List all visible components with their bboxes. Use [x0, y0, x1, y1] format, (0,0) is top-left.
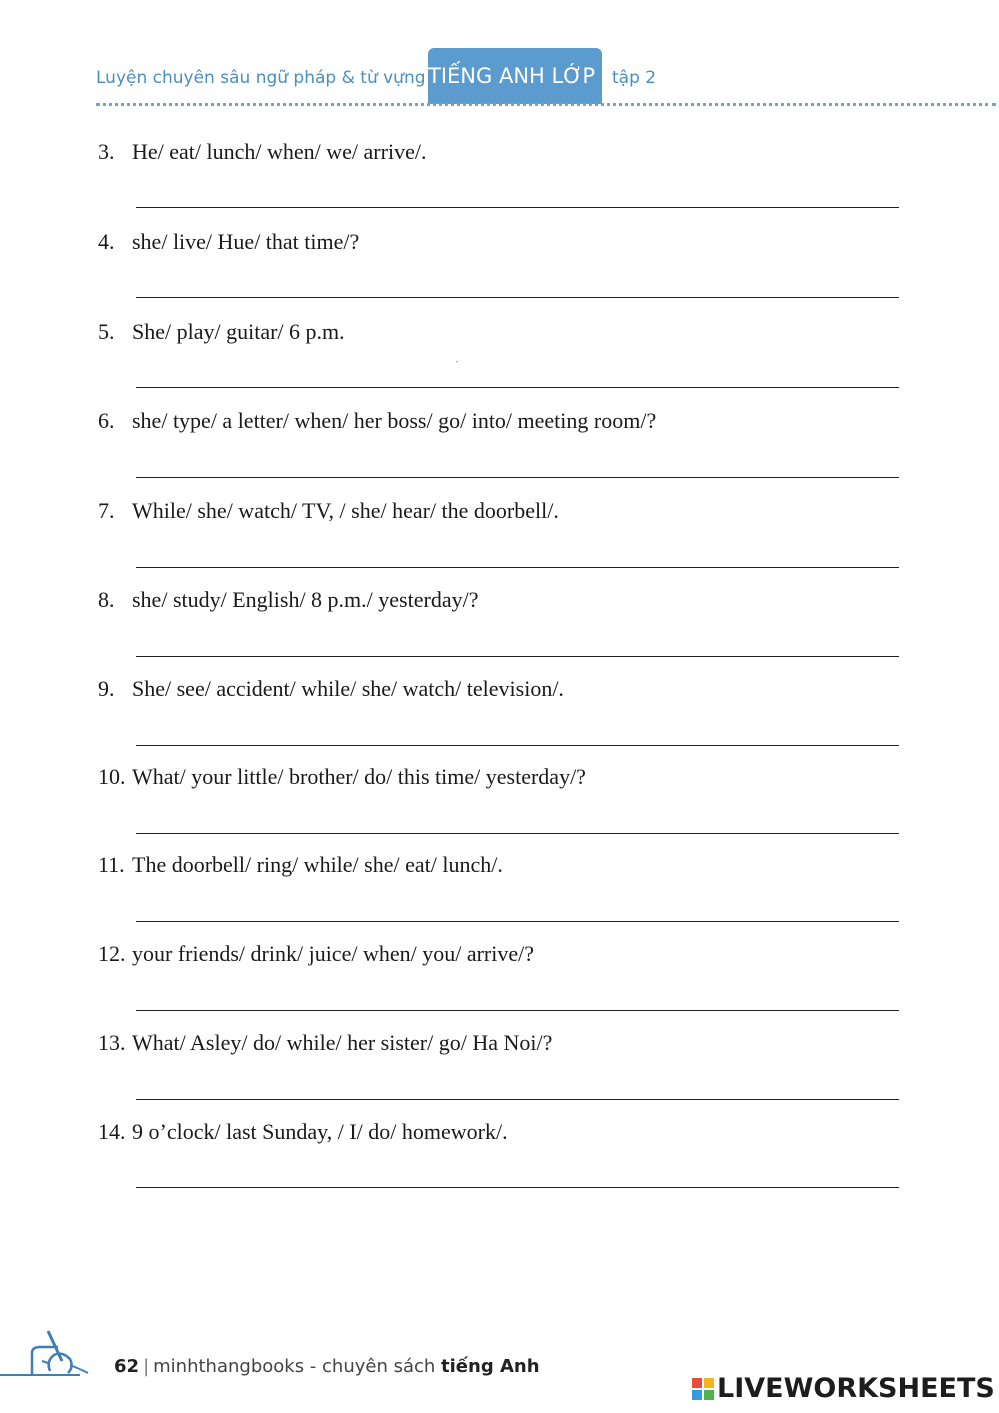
answer-line[interactable] — [136, 921, 899, 922]
scan-speck: • — [456, 360, 459, 366]
exercise-prompt: What/ Asley/ do/ while/ her sister/ go/ Ha Noi/? — [132, 1030, 553, 1055]
exercise-prompt: she/ live/ Hue/ that time/? — [132, 229, 360, 254]
exercise-item — [98, 498, 559, 524]
exercise-item — [98, 408, 656, 434]
exercise-item — [98, 676, 564, 702]
exercise-number: 8. — [98, 587, 115, 612]
exercise-number: 12. — [98, 941, 126, 966]
exercise-prompt: What/ your little/ brother/ do/ this time/ yesterday/? — [132, 764, 586, 789]
exercise-number: 6. — [98, 408, 115, 433]
answer-line[interactable] — [136, 207, 899, 208]
exercise-item — [98, 139, 426, 165]
exercise-item — [98, 587, 478, 613]
exercise-item — [98, 941, 534, 967]
exercise-number: 5. — [98, 319, 115, 344]
answer-line[interactable] — [136, 833, 899, 834]
exercise-number: 14. — [98, 1119, 126, 1144]
exercise-prompt: The doorbell/ ring/ while/ she/ eat/ lunch/. — [132, 852, 503, 877]
answer-line[interactable] — [136, 477, 899, 478]
exercise-number: 13. — [98, 1030, 126, 1055]
exercise-number: 4. — [98, 229, 115, 254]
exercise-number: 10. — [98, 764, 126, 789]
answer-line[interactable] — [136, 1187, 899, 1188]
exercise-number: 7. — [98, 498, 115, 523]
exercise-prompt: your friends/ drink/ juice/ when/ you/ arrive/? — [132, 941, 534, 966]
series-title: Luyện chuyên sâu ngữ pháp & từ vựng — [96, 68, 426, 88]
exercise-prompt: She/ see/ accident/ while/ she/ watch/ television/. — [132, 676, 564, 701]
watermark-text: LIVEWORKSHEETS — [717, 1373, 995, 1404]
exercise-prompt: She/ play/ guitar/ 6 p.m. — [132, 319, 345, 344]
answer-line[interactable] — [136, 297, 899, 298]
publisher-tagline: tiếng Anh — [441, 1356, 540, 1377]
liveworksheets-watermark — [692, 1373, 995, 1403]
answer-line[interactable] — [136, 1010, 899, 1011]
exercise-prompt: While/ she/ watch/ TV, / she/ hear/ the doorbell/. — [132, 498, 559, 523]
exercise-prompt: He/ eat/ lunch/ when/ we/ arrive/. — [132, 139, 427, 164]
exercise-item — [98, 852, 503, 878]
exercise-number: 11. — [98, 852, 125, 877]
exercise-prompt: she/ type/ a letter/ when/ her boss/ go/ into/ meeting room/? — [132, 408, 657, 433]
exercise-number: 3. — [98, 139, 115, 164]
answer-line[interactable] — [136, 656, 899, 657]
exercise-prompt: she/ study/ English/ 8 p.m./ yesterday/? — [132, 587, 479, 612]
exercise-prompt: 9 o’clock/ last Sunday, / I/ do/ homework/. — [132, 1119, 508, 1144]
grade-badge: TIẾNG ANH LỚP 8 — [428, 48, 602, 104]
answer-line[interactable] — [136, 1099, 899, 1100]
page-number: 62 — [114, 1356, 140, 1377]
publisher-name: minhthangbooks - chuyên sách — [153, 1356, 436, 1377]
answer-line[interactable] — [136, 387, 899, 388]
footer-separator: | — [143, 1356, 150, 1377]
exercise-item — [98, 1119, 508, 1145]
exercise-item — [98, 764, 586, 790]
volume-label: tập 2 — [612, 68, 657, 88]
exercise-item — [98, 1030, 552, 1056]
exercise-item — [98, 229, 359, 255]
exercise-item — [98, 319, 345, 345]
writing-hand-icon — [0, 1325, 100, 1385]
answer-line[interactable] — [136, 745, 899, 746]
page-footer — [114, 1356, 540, 1377]
page-header — [96, 48, 996, 106]
header-divider — [96, 103, 996, 106]
exercise-number: 9. — [98, 676, 115, 701]
answer-line[interactable] — [136, 567, 899, 568]
liveworksheets-logo-icon — [692, 1378, 714, 1400]
